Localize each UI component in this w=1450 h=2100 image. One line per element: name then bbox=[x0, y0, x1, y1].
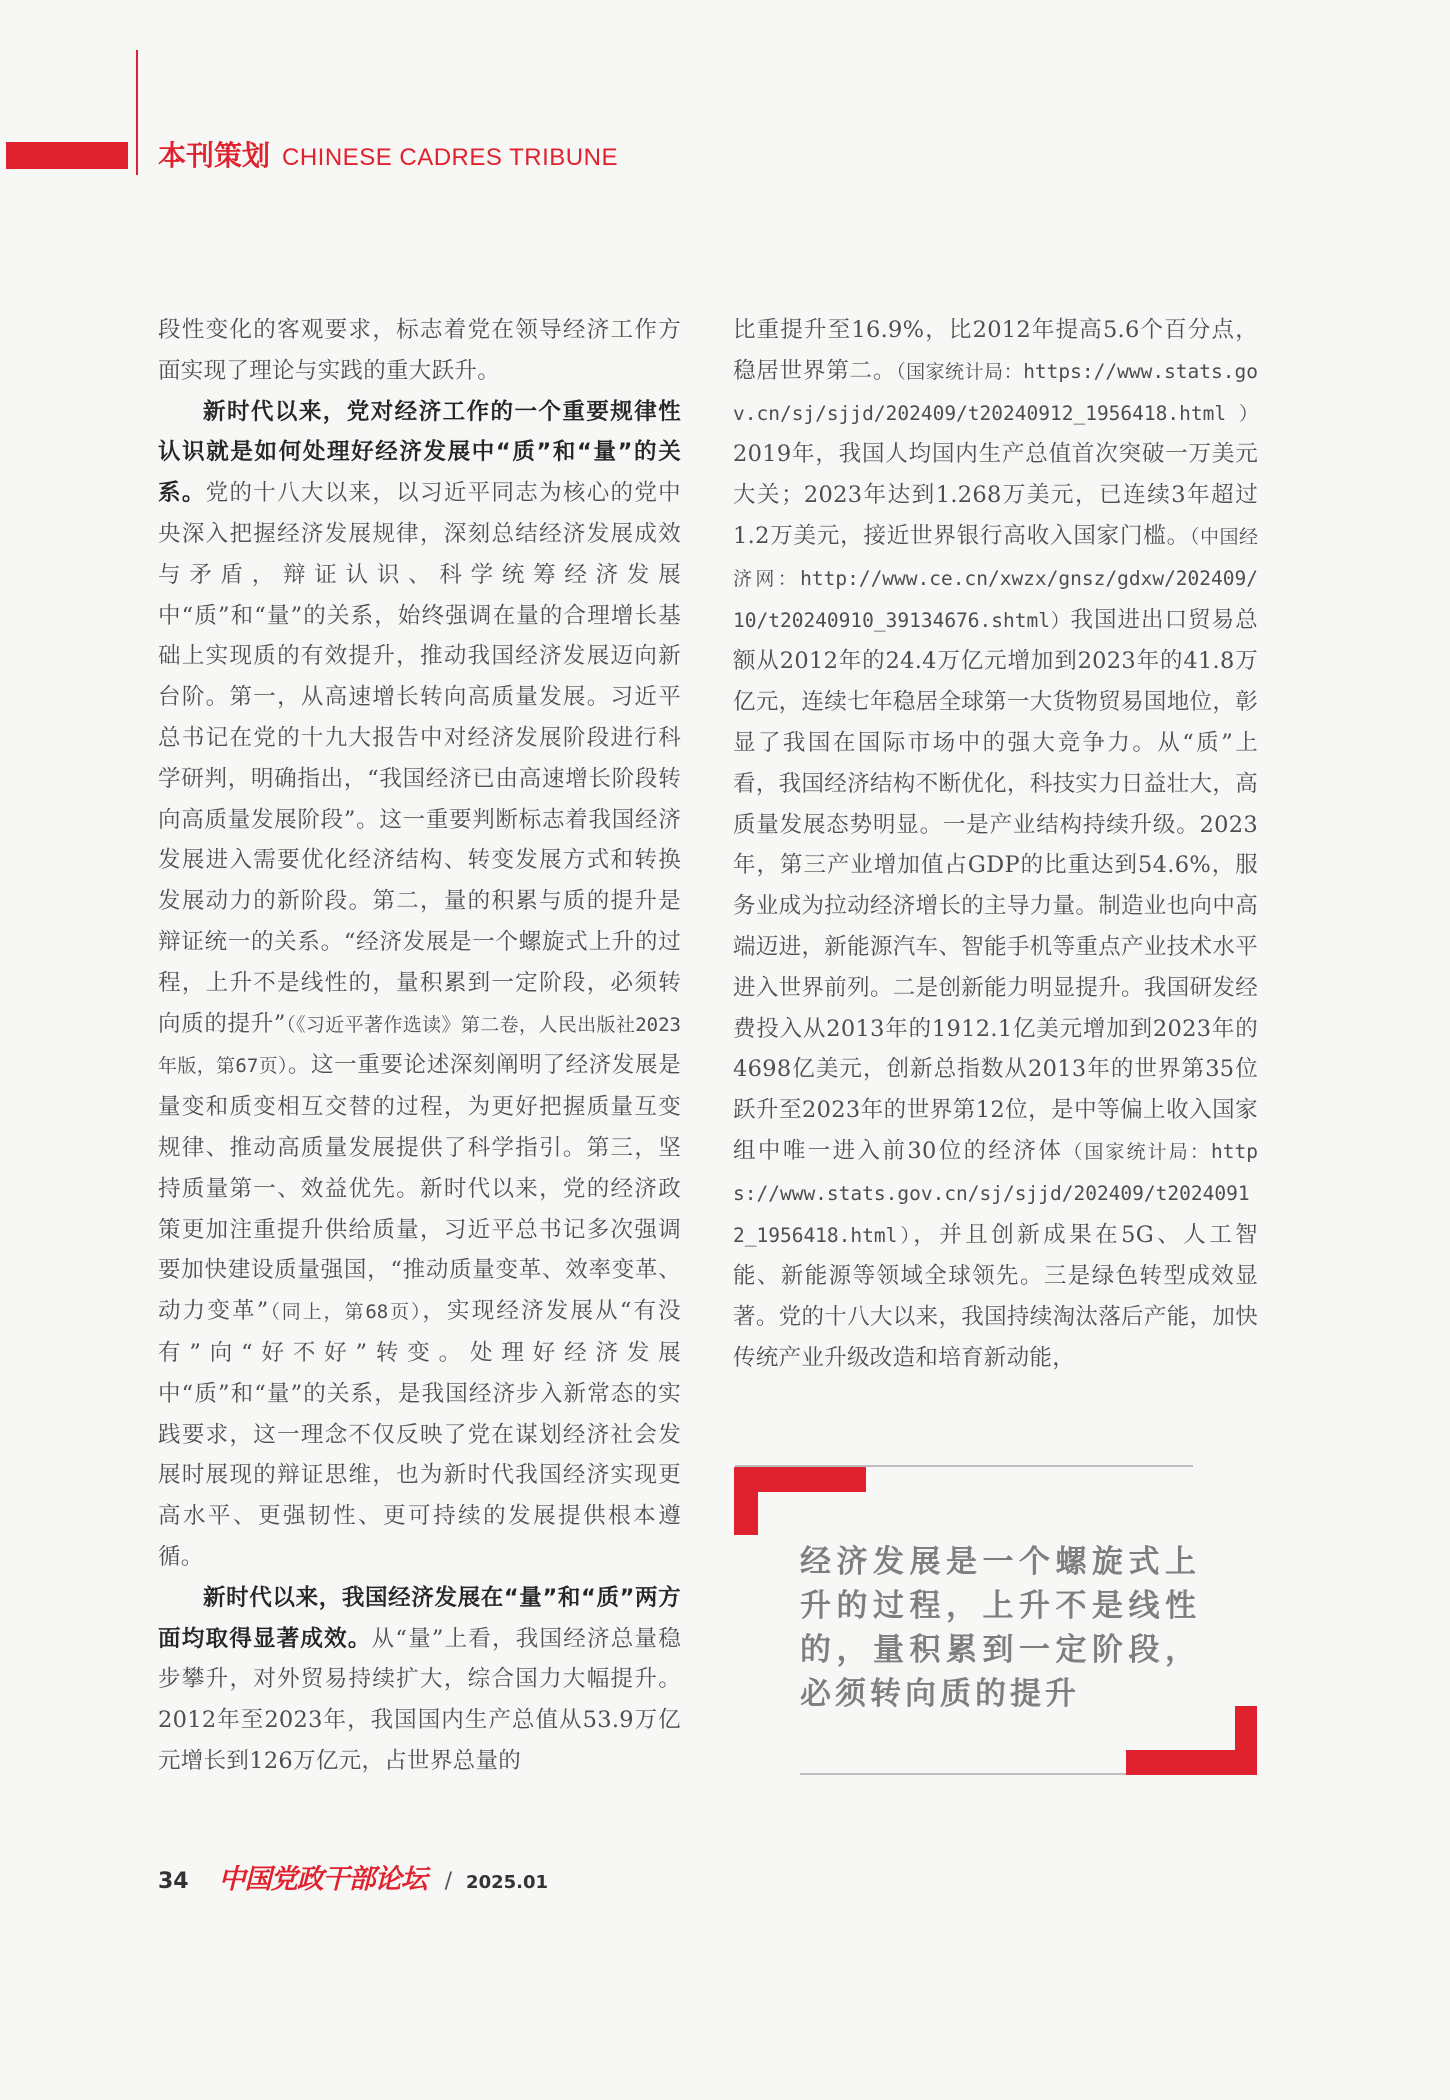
right-text-a: 比重提升至16.9%，比2012年提高5.6个百分点，稳居世界第二。 bbox=[733, 317, 1258, 384]
right-column bbox=[733, 310, 1258, 1379]
paragraph-2-text-a: 党的十八大以来，以习近平同志为核心的党中央深入把握经济发展规律，深刻总结经济发展成效与矛盾，辩证认识、科学统筹经济发展中“质”和“量”的关系，始终强调在量的合理增长基础上实现质的有效提升，推动我国经济发展迈向新台阶。第一，从高速增长转向高质量发展。习近平总书记在党的十九大报告中对经济发展阶段进行科学研判，明确指出，“我国经济已由高速增长阶段转向高质量发展阶段”。这一重要判断标志着我国经济发展进入需要优化经济结构、转变发展方式和转换发展动力的新阶段。第二，量的积累与质的提升是辩证统一的关系。“经济发展是一个螺旋式上升的过程，上升不是线性的，量积累到一定阶段，必须转向质的提升” bbox=[158, 480, 681, 1037]
pull-quote-top-bracket-stem bbox=[734, 1467, 758, 1535]
footer-separator: / bbox=[444, 1869, 453, 1894]
source-3-url: https://www.stats.gov.cn/sj/sjjd/202409/t20240912_1956418.html bbox=[733, 1139, 1258, 1247]
section-title-cn: 本刊策划 bbox=[158, 139, 271, 172]
section-header bbox=[158, 136, 618, 176]
source-1-label: （国家统计局： bbox=[896, 360, 1024, 383]
header-vertical-rule bbox=[136, 50, 138, 175]
paragraph-2 bbox=[158, 392, 681, 1578]
paragraph-3 bbox=[158, 1578, 681, 1782]
source-2-end: ） bbox=[1049, 609, 1071, 632]
paragraph-2-text-b: 。这一重要论述深刻阐明了经济发展是量变和质变相互交替的过程，为更好把握质量互变规律、推动高质量发展提供了科学指引。第三，坚持质量第一、效益优先。新时代以来，党的经济政策更加注重提升供给质量，习近平总书记多次强调要加快建设质量强国，“推动质量变革、效率变革、动力变革” bbox=[158, 1052, 681, 1325]
paragraph-1: 段性变化的客观要求，标志着党在领导经济工作方面实现了理论与实践的重大跃升。 bbox=[158, 317, 681, 384]
left-column bbox=[158, 310, 681, 1782]
source-3-label: （国家统计局： bbox=[1063, 1140, 1212, 1163]
page-footer bbox=[158, 1858, 548, 1902]
citation-2: （同上，第68页） bbox=[268, 1301, 423, 1324]
source-1-url: https://www.stats.gov.cn/sj/sjjd/202409/t20240912_1956418.html bbox=[733, 359, 1258, 425]
paragraph-2-text-c: ，实现经济发展从“有没有”向“好不好”转变。处理好经济发展中“质”和“量”的关系，是我国经济步入新常态的实践要求，这一理念不仅反映了党在谋划经济社会发展时展现的辩证思维，也为新时代我国经济实现更高水平、更强韧性、更可持续的发展提供根本遵循。 bbox=[158, 1298, 681, 1570]
source-3-end: ） bbox=[897, 1224, 914, 1247]
issue-number: 2025.01 bbox=[466, 1872, 549, 1893]
right-paragraph bbox=[733, 310, 1258, 1379]
right-text-b: 2019年，我国人均国内生产总值首次突破一万美元大关；2023年达到1.268万美元，已连续3年超过1.2万美元，接近世界银行高收入国家门槛。 bbox=[733, 441, 1258, 549]
section-title-en: CHINESE CADRES TRIBUNE bbox=[282, 144, 618, 171]
source-2-label: （中国经济网： bbox=[733, 525, 1258, 590]
pull-quote-bottom-bracket bbox=[1126, 1750, 1257, 1775]
publication-logo: 中国党政干部论坛 bbox=[218, 1864, 427, 1895]
citation-1: （《习近平著作选读》第二卷，人民出版社2023年版，第67页） bbox=[158, 1013, 681, 1078]
page-number: 34 bbox=[158, 1869, 189, 1894]
pull-quote: 经济发展是一个螺旋式上升的过程，上升不是线性的，量积累到一定阶段，必须转向质的提升 bbox=[800, 1544, 1200, 1712]
paragraph-3-lead: 新时代以来，我国经济发展在“量”和“质”两方面均取得显著成效。 bbox=[158, 1584, 681, 1652]
source-2-url: http://www.ce.cn/xwzx/gnsz/gdxw/202409/10/t20240910_39134676.shtml bbox=[733, 566, 1258, 632]
right-text-c: 我国进出口贸易总额从2012年的24.4万亿元增加到2023年的41.8万亿元，连续七年稳居全球第一大货物贸易国地位，彰显了我国在国际市场中的强大竞争力。从“质”上看，我国经济结构不断优化，科技实力日益壮大，高质量发展态势明显。一是产业结构持续升级。2023年，第三产业增加值占GDP的比重达到54.6%，服务业成为拉动经济增长的主导力量。制造业也向中高端迈进，新能源汽车、智能手机等重点产业技术水平进入世界前列。二是创新能力明显提升。我国研发经费投入从2013年的1912.1亿美元增加到2023年的4698亿美元，创新总指数从2013年的世界第35位跃升至2023年的世界第12位，是中等偏上收入国家组中唯一进入前30位的经济体 bbox=[733, 606, 1258, 1164]
paragraph-2-lead: 新时代以来，党对经济工作的一个重要规律性认识就是如何处理好经济发展中“质”和“量”的关系。 bbox=[158, 398, 681, 507]
right-text-d: ，并且创新成果在5G、人工智能、新能源等领域全球领先。三是绿色转型成效显著。党的十八大以来，我国持续淘汰落后产能，加快传统产业升级改造和培育新动能， bbox=[733, 1221, 1258, 1371]
header-red-bar bbox=[6, 142, 128, 169]
paragraph-3-text: 从“量”上看，我国经济总量稳步攀升，对外贸易持续扩大，综合国力大幅提升。2012年至2023年，我国国内生产总值从53.9万亿元增长到126万亿元，占世界总量的 bbox=[158, 1625, 681, 1774]
source-1-end: ） bbox=[1226, 402, 1258, 425]
